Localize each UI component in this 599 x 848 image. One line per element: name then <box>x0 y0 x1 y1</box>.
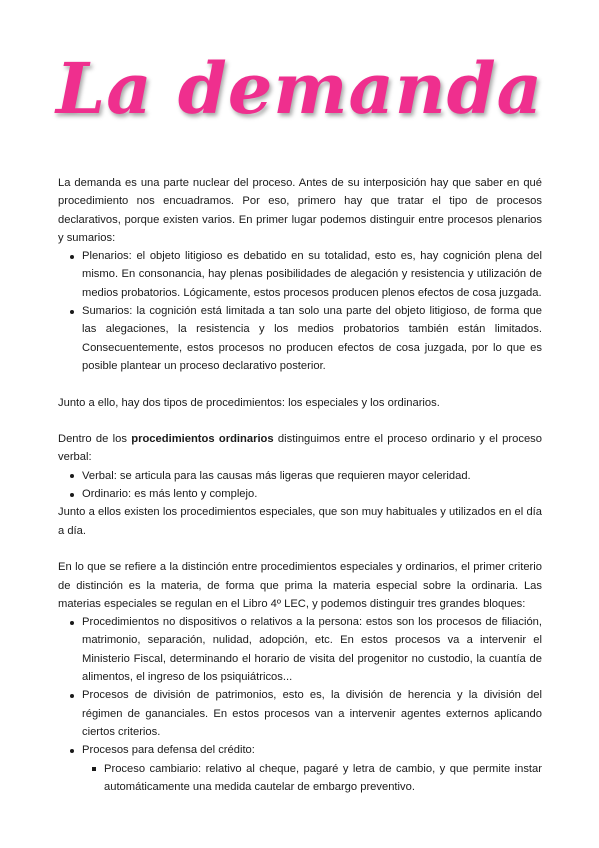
special-blocks-list <box>58 613 542 796</box>
list-item: Procesos de división de patrimonios, esto es, la división de herencia y la división del régimen de gananciales. En estos procesos van a intervenir agentes externos aplicando ciertos criterios. <box>82 686 542 741</box>
list-item-text: Procesos para defensa del crédito: <box>82 744 255 757</box>
special-procedures-paragraph: En lo que se refiere a la distinción entre procedimientos especiales y ordinarios, el primer criterio de distinción es la materia, de forma que prima la materia especial sobre la ordinaria. Las materias especiales se regulan en el Libro 4º LEC, y podemos distinguir tres grandes bloques: <box>58 561 542 610</box>
intro-list <box>58 247 542 375</box>
list-item: Plenarios: el objeto litigioso es debatido en su totalidad, esto es, hay cognición plena del mismo. En consonancia, hay plenas posibilidades de alegación y resistencia y utilización de medios probatorios. Lógicamente, estos procesos producen plenos efectos de cosa juzgada. <box>82 247 542 302</box>
credit-sublist <box>82 760 542 797</box>
text-run: Dentro de los <box>58 433 132 446</box>
list-item: Verbal: se articula para las causas más ligeras que requieren mayor celeridad. <box>82 467 542 485</box>
intro-paragraph: La demanda es una parte nuclear del proceso. Antes de su interposición hay que saber en qué procedimiento nos encuadramos. Por eso, primero hay que tratar el tipo de procesos declarativos, porque existen varios. En primer lugar podemos distinguir entre procesos plenarios y sumarios: <box>58 177 542 244</box>
page-title: La demanda <box>55 47 544 130</box>
list-item: Sumarios: la cognición está limitada a tan solo una parte del objeto litigioso, de forma que las alegaciones, la resistencia y los medios probatorios también están limitados. Consecuentemente, estos procesos no producen efectos de cosa juzgada, por lo que es posible plantear un proceso declarativo posterior. <box>82 302 542 375</box>
text-run: distinguimos entre el proceso ordinario y el proceso verbal: <box>58 433 542 464</box>
list-item: Procedimientos no dispositivos o relativos a la persona: estos son los procesos de filiación, matrimonio, separación, nulidad, adopción, etc. En estos procesos va a intervenir el Ministerio Fiscal, determinando el horario de visita del progenitor no custodio, la cuantía de alimentos, el ingreso de los psiquiátricos... <box>82 613 542 686</box>
bold-term: procedimientos ordinarios <box>131 433 274 446</box>
document-body <box>58 174 542 796</box>
ordinary-list <box>58 467 542 504</box>
ordinary-procedures-paragraph <box>58 430 542 467</box>
sub-list-item: Proceso cambiario: relativo al cheque, pagaré y letra de cambio, y que permite instar automáticamente una medida cautelar de embargo preventivo. <box>104 760 542 797</box>
special-procedures-note: Junto a ellos existen los procedimientos especiales, que son muy habituales y utilizados en el día a día. <box>58 506 542 537</box>
list-item <box>82 741 542 796</box>
procedure-types-paragraph: Junto a ello, hay dos tipos de procedimientos: los especiales y los ordinarios. <box>58 396 440 409</box>
list-item: Ordinario: es más lento y complejo. <box>82 485 542 503</box>
